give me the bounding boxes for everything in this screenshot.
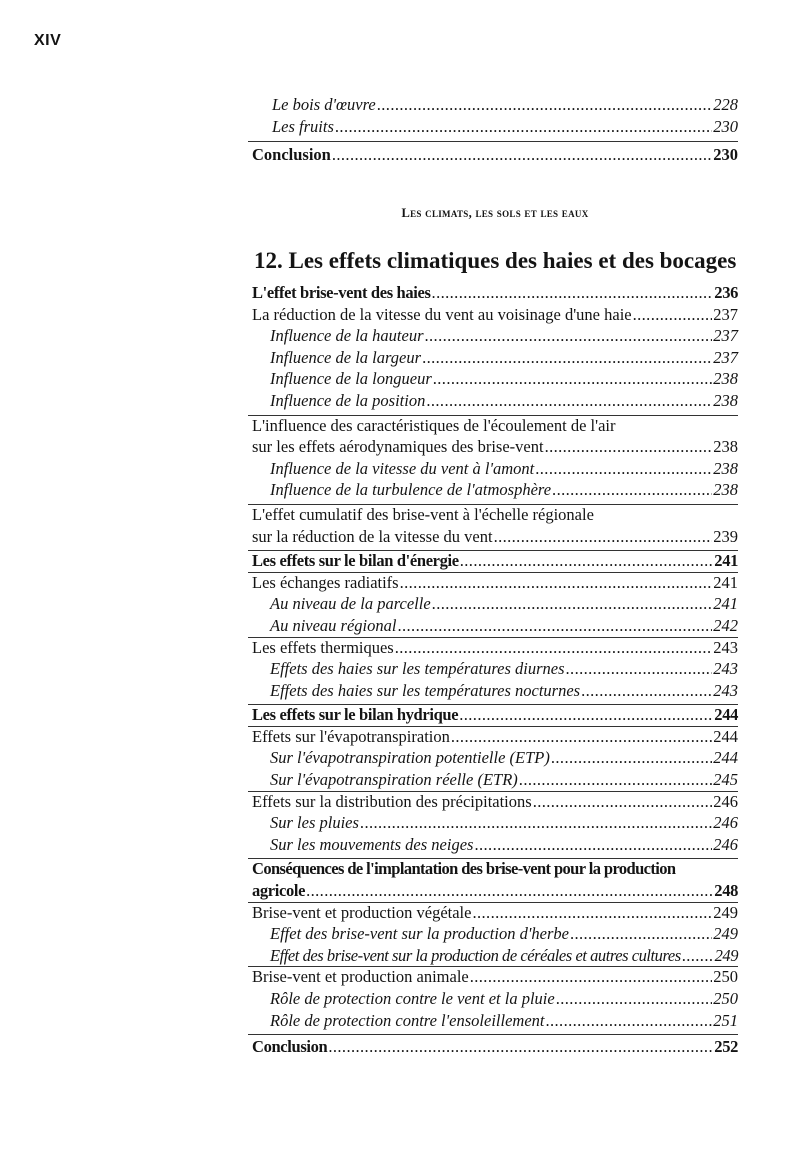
toc-entry[interactable] [252,966,738,988]
toc-entry[interactable] [252,116,738,138]
toc-leader [551,747,712,769]
toc-entry-title: Influence de la vitesse du vent à l'amont [270,458,535,478]
toc-entry-bold[interactable] [252,282,738,304]
toc-leader [533,791,713,813]
toc-leader [566,658,713,680]
toc-entry-title: Les effets sur le bilan hydrique [252,705,459,725]
toc-entry[interactable] [252,769,738,791]
toc-entry-bold[interactable] [252,550,738,572]
toc-entry-title: Effets des haies sur les températures nocturnes [270,680,581,700]
toc-leader [328,1036,713,1058]
toc-entry[interactable] [252,923,738,945]
toc-entry[interactable] [252,945,738,967]
toc-entry-title: Les effets thermiques [252,637,394,657]
toc-entry[interactable] [252,834,738,856]
toc-entry-title: Effet des brise-vent sur la production de céréales et autres cultures [270,945,681,965]
toc-entry-page: 246 [713,834,738,854]
toc-leader [432,593,713,615]
toc-leader [395,637,713,659]
toc-entry-title: Rôle de protection contre le vent et la pluie [270,989,555,1008]
toc-entry-page: 244 [713,748,738,768]
toc-entry-page: 239 [713,526,738,546]
toc-leader [432,282,714,304]
toc-entry-title-cont: agricole [252,881,306,901]
toc-entry-page: 245 [713,770,738,790]
toc-entry-page: 249 [714,945,738,965]
toc-leader [682,945,714,967]
toc-entry[interactable] [252,94,738,116]
toc-entry-title: L'influence des caractéristiques de l'écoulement de l'air [252,415,616,435]
toc-entry-page: 238 [713,480,738,500]
toc-entry-title: Influence de la longueur [270,369,432,389]
toc-leader [433,368,713,390]
toc-entry[interactable] [252,572,738,594]
toc-entry[interactable] [252,1010,738,1032]
toc-entry-page: 238 [713,390,738,410]
toc-entry[interactable] [252,415,738,458]
toc-entry-page: 242 [713,615,738,635]
toc-entry-page: 237 [713,304,738,324]
toc-entry[interactable] [252,812,738,834]
toc-entry[interactable] [252,988,738,1010]
toc-entry-title: L'effet brise-vent des haies [252,283,431,302]
toc-entry-bold[interactable] [252,858,738,901]
toc-entry-title: Brise-vent et production végétale [252,902,472,922]
toc-leader [570,923,712,945]
toc-leader [451,726,712,748]
toc-leader [377,94,713,116]
toc-entry[interactable] [252,726,738,748]
toc-entry-page: 243 [713,680,738,700]
toc-entry[interactable] [252,637,738,659]
toc-entry-title: Sur les mouvements des neiges [270,834,474,854]
toc-entry-page: 237 [713,347,738,367]
toc-leader [545,436,713,458]
toc-entry-title-cont: sur la réduction de la vitesse du vent [252,526,493,546]
toc-entry[interactable] [252,615,738,637]
toc-entry-page: 241 [713,572,738,592]
toc-entry-bold[interactable] [252,704,738,726]
toc-entry[interactable] [252,325,738,347]
toc-entry[interactable] [252,504,738,547]
toc-entry-title: Sur l'évapotranspiration potentielle (ETP) [270,748,550,768]
toc-entry-page: 236 [714,283,738,302]
toc-entry-page: 238 [713,369,738,389]
toc-entry-page: 244 [714,705,738,725]
toc-entry[interactable] [252,304,738,326]
toc-entry-title: Les fruits [272,116,334,136]
toc-entry[interactable] [252,680,738,702]
toc-leader [422,347,712,369]
toc-entry[interactable] [252,458,738,480]
toc-leader [306,880,713,902]
toc-entry-title: Influence de la turbulence de l'atmosphère [270,480,552,500]
toc-entry-title: Effet des brise-vent sur la production d'herbe [270,924,569,944]
toc-entry-title: Brise-vent et production animale [252,967,469,987]
section-heading [252,206,738,221]
toc-entry-page: 244 [713,726,738,746]
toc-entry-page: 238 [713,437,738,457]
toc-leader [360,812,712,834]
toc-entry[interactable] [252,593,738,615]
toc-leader [335,116,712,138]
toc-entry[interactable] [252,479,738,501]
toc-entry-page: 250 [713,989,738,1008]
toc-entry-title: Influence de la hauteur [270,326,424,346]
toc-entry[interactable] [252,658,738,680]
toc-entry-page: 228 [713,95,738,114]
toc-entry-bold[interactable] [252,141,738,166]
toc-entry[interactable] [252,902,738,924]
toc-leader [474,834,712,856]
toc-entry[interactable] [252,368,738,390]
toc-entry-page: 238 [713,458,738,478]
toc-entry-title: Influence de la position [270,390,426,410]
toc-entry-page: 230 [713,116,738,136]
toc-entry-title: Effets sur la distribution des précipitations [252,791,532,811]
chapter-title: 12. Les effets climatiques des haies et des bocages [254,248,737,273]
toc-entry-page: 241 [714,551,738,571]
toc-leader [472,902,712,924]
toc-leader [332,144,712,166]
toc-leader [581,680,712,702]
page-number: XIV [34,32,62,49]
toc-entry-title: Les effets sur le bilan d'énergie [252,551,459,571]
toc-entry-title: L'effet cumulatif des brise-vent à l'échelle régionale [252,504,594,524]
section-title: Les climats, les sols et les eaux [401,206,589,220]
toc-entry-page: 251 [713,1010,738,1030]
toc-leader [494,526,713,548]
toc-leader [400,572,713,594]
toc-leader [397,615,712,637]
toc-entry-title: Effets sur l'évapotranspiration [252,726,450,746]
toc-leader [425,325,713,347]
toc-entry-title: Le bois d'œuvre [272,95,376,114]
toc-entry-title: Au niveau régional [270,615,397,635]
toc-entry-page: 246 [713,791,738,811]
toc-entry-page: 241 [713,594,738,614]
toc-entry-title: Conclusion [252,1037,328,1057]
toc-entry-title: Effets des haies sur les températures diurnes [270,659,565,679]
toc-entry-title: Sur l'évapotranspiration réelle (ETR) [270,770,518,790]
toc-leader [426,390,712,412]
toc-leader [459,704,713,726]
toc-leader [535,458,712,480]
toc-chapter-12 [252,282,738,1058]
toc-entry-title: Rôle de protection contre l'ensoleillement [270,1010,545,1030]
toc-entry-title: La réduction de la vitesse du vent au voisinage d'une haie [252,304,632,324]
toc-leader [556,988,713,1010]
toc-entry-page: 252 [714,1037,738,1057]
toc-leader [460,550,714,572]
toc-entry-title-cont: sur les effets aérodynamiques des brise-vent [252,437,544,457]
toc-entry-page: 248 [714,881,738,901]
toc-top-section [252,94,738,166]
toc-entry-page: 246 [713,813,738,833]
toc-entry[interactable] [252,747,738,769]
toc-entry-title: Au niveau de la parcelle [270,594,431,614]
toc-leader [519,769,712,791]
toc-entry-page: 237 [713,326,738,346]
toc-entry-title: Conclusion [252,145,331,165]
toc-entry-title: Sur les pluies [270,813,359,833]
toc-entry[interactable] [252,347,738,369]
toc-entry-page: 230 [713,145,738,165]
toc-entry-page: 249 [713,924,738,944]
toc-entry-page: 250 [713,967,738,987]
toc-leader [470,966,713,988]
toc-leader [633,304,713,326]
toc-entry-page: 243 [713,637,738,657]
toc-entry-title: Influence de la largeur [270,347,422,367]
toc-leader [545,1010,712,1032]
toc-entry-page: 249 [713,902,738,922]
toc-entry-bold[interactable] [252,1034,738,1058]
toc-entry[interactable] [252,390,738,412]
toc-entry[interactable] [252,791,738,813]
toc-entry-title: Conséquences de l'implantation des brise-vent pour la production [252,859,676,879]
toc-leader [552,479,712,501]
toc-entry-title: Les échanges radiatifs [252,572,399,592]
toc-entry-page: 243 [713,659,738,679]
